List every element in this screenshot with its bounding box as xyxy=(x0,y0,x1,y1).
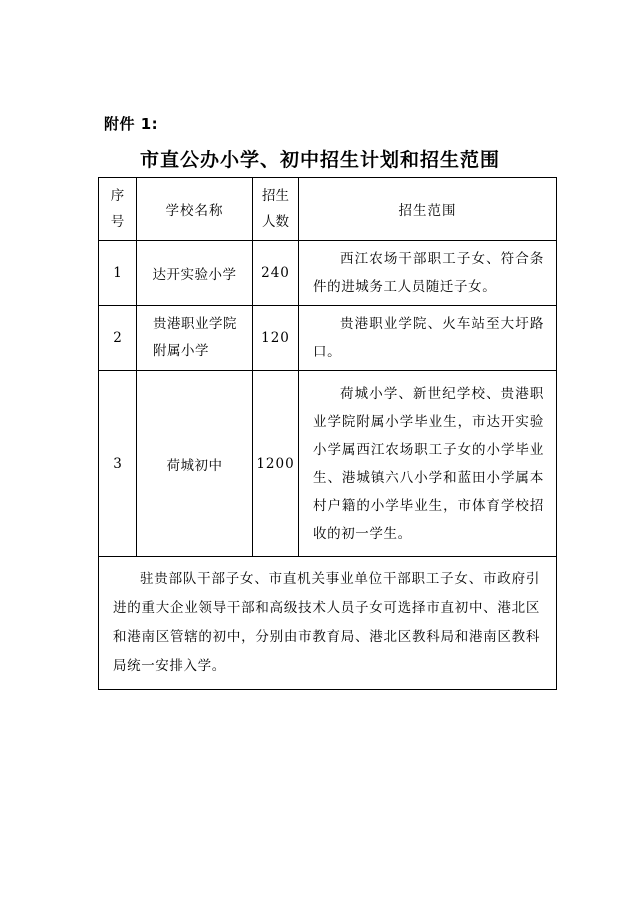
row-serial-number: 1 xyxy=(99,241,137,306)
row-enrollment-count: 120 xyxy=(253,306,299,371)
page-title: 市直公办小学、初中招生计划和招生范围 xyxy=(139,149,500,171)
table-note-row xyxy=(99,557,557,690)
row-school-name: 达开实验小学 xyxy=(137,241,253,306)
row-enrollment-scope: 西江农场干部职工子女、符合条件的进城务工人员随迁子女。 xyxy=(299,241,557,306)
row-serial-number: 3 xyxy=(99,371,137,557)
header-serial-line-1: 序 xyxy=(110,188,125,204)
table-header-row xyxy=(99,178,557,241)
row-enrollment-count: 1200 xyxy=(253,371,299,557)
table-row xyxy=(99,371,557,557)
table-note: 驻贵部队干部子女、市直机关事业单位干部职工子女、市政府引进的重大企业领导干部和高级技术人员子女可选择市直初中、港北区和港南区管辖的初中，分别由市教育局、港北区教科局和港南区教科局统一安排入学。 xyxy=(99,557,557,690)
row-enrollment-count: 240 xyxy=(253,241,299,306)
row-school-name: 荷城初中 xyxy=(137,371,253,557)
header-serial-line-2: 号 xyxy=(110,214,125,230)
header-serial-number xyxy=(99,178,137,241)
header-enrollment-scope: 招生范围 xyxy=(299,178,557,241)
attachment-label: 附件 1: xyxy=(104,115,159,133)
header-count-line-2: 人数 xyxy=(262,214,289,230)
row-enrollment-scope: 贵港职业学院、火车站至大圩路口。 xyxy=(299,306,557,371)
school-name-line-2: 附属小学 xyxy=(153,343,209,359)
table-row xyxy=(99,241,557,306)
school-name-line-1: 贵港职业学院 xyxy=(153,316,237,332)
table-row xyxy=(99,306,557,371)
enrollment-plan-table xyxy=(98,177,557,690)
row-enrollment-scope: 荷城小学、新世纪学校、贵港职业学院附属小学毕业生，市达开实验小学属西江农场职工子女的小学毕业生、港城镇六八小学和蓝田小学属本村户籍的小学毕业生，市体育学校招收的初一学生。 xyxy=(299,371,557,557)
header-school-name: 学校名称 xyxy=(137,178,253,241)
row-serial-number: 2 xyxy=(99,306,137,371)
row-school-name xyxy=(137,306,253,371)
header-count-line-1: 招生 xyxy=(262,188,289,204)
header-enrollment-count xyxy=(253,178,299,241)
